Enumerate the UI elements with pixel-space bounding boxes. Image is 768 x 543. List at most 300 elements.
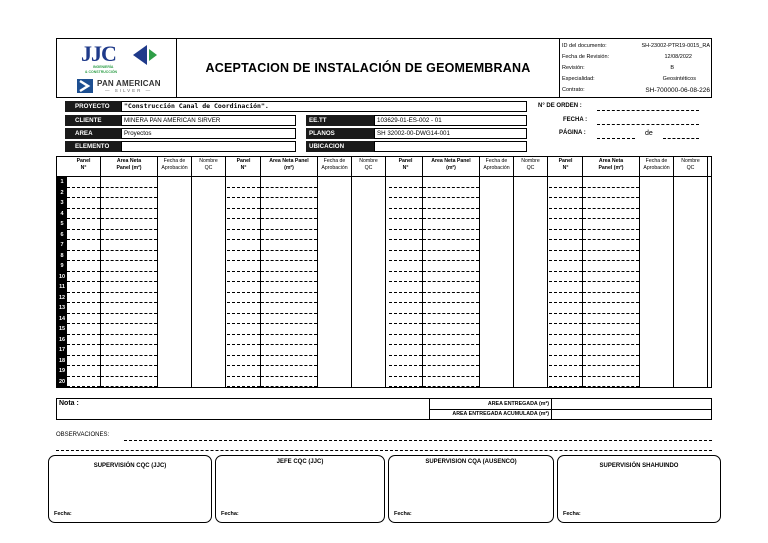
- table-cell-line[interactable]: [227, 239, 260, 240]
- table-cell-line[interactable]: [101, 229, 157, 230]
- table-cell-line[interactable]: [583, 281, 639, 282]
- table-cell-line[interactable]: [101, 260, 157, 261]
- table-cell-line[interactable]: [227, 334, 260, 335]
- table-cell-line[interactable]: [389, 187, 422, 188]
- fecha-label: FECHA :: [563, 117, 588, 123]
- column-header-line: Nombre: [199, 158, 218, 164]
- table-cell-line[interactable]: [549, 334, 582, 335]
- table-cell-line[interactable]: [423, 260, 479, 261]
- table-cell-line[interactable]: [389, 260, 422, 261]
- table-cell-line[interactable]: [227, 260, 260, 261]
- row-number: 6: [60, 231, 64, 238]
- column-header: [192, 157, 226, 177]
- table-cell-line[interactable]: [389, 323, 422, 324]
- row-number: 10: [58, 273, 66, 280]
- table-cell-line[interactable]: [227, 208, 260, 209]
- table-cell-line[interactable]: [67, 376, 100, 377]
- row-number-column: [57, 177, 67, 387]
- row-number: 4: [60, 210, 64, 217]
- table-cell-line[interactable]: [583, 229, 639, 230]
- table-cell-line[interactable]: [423, 250, 479, 251]
- column-header-line: Aprobación: [483, 165, 510, 171]
- fecha-line[interactable]: [597, 124, 699, 125]
- table-column: [192, 177, 226, 387]
- column-header-line: QC: [526, 165, 535, 171]
- table-cell-line[interactable]: [389, 313, 422, 314]
- pagina-total-line[interactable]: [663, 138, 699, 139]
- table-cell-line[interactable]: [389, 208, 422, 209]
- doc-revision-value: B: [670, 65, 674, 71]
- table-cell-line[interactable]: [227, 323, 260, 324]
- table-cell-line[interactable]: [423, 239, 479, 240]
- table-cell-line[interactable]: [389, 229, 422, 230]
- table-cell-line[interactable]: [101, 376, 157, 377]
- column-header: [480, 157, 514, 177]
- table-cell-line[interactable]: [583, 386, 639, 387]
- table-cell-line[interactable]: [261, 376, 317, 377]
- table-cell-line[interactable]: [549, 271, 582, 272]
- signature-box-jefe-cqc[interactable]: [215, 455, 385, 523]
- pan-american-chevron-icon: [77, 79, 93, 93]
- table-cell-line[interactable]: [423, 355, 479, 356]
- column-header: [67, 157, 101, 177]
- proyecto-value: "Construcción Canal de Coordinación".: [121, 101, 527, 112]
- table-cell-line[interactable]: [101, 281, 157, 282]
- table-cell-line[interactable]: [261, 334, 317, 335]
- column-header: [549, 157, 583, 177]
- table-cell-line[interactable]: [67, 229, 100, 230]
- panels-table: [56, 156, 712, 388]
- observaciones-line-2[interactable]: [56, 450, 712, 451]
- table-cell-line[interactable]: [583, 302, 639, 303]
- row-number: 15: [58, 326, 66, 332]
- document-info: [560, 39, 712, 97]
- table-cell-line[interactable]: [423, 323, 479, 324]
- column-header: [352, 157, 386, 177]
- table-cell-line[interactable]: [101, 344, 157, 345]
- table-cell-line[interactable]: [583, 218, 639, 219]
- column-header: [583, 157, 640, 177]
- table-cell-line[interactable]: [67, 197, 100, 198]
- table-cell-line[interactable]: [101, 239, 157, 240]
- table-cell-line[interactable]: [227, 197, 260, 198]
- table-cell-line[interactable]: [227, 218, 260, 219]
- table-cell-line[interactable]: [583, 376, 639, 377]
- doc-contract-row: [562, 85, 710, 95]
- table-cell-line[interactable]: [101, 313, 157, 314]
- table-cell-line[interactable]: [101, 187, 157, 188]
- column-header-line: Fecha de: [485, 158, 508, 164]
- table-cell-line[interactable]: [423, 197, 479, 198]
- row-number: 3: [60, 200, 64, 206]
- doc-specialty-row: [562, 74, 710, 84]
- table-cell-line[interactable]: [67, 271, 100, 272]
- table-cell-line[interactable]: [549, 281, 582, 282]
- pan-american-silver: — SILVER —: [105, 88, 153, 93]
- table-cell-line[interactable]: [261, 197, 317, 198]
- row-number: 14: [58, 315, 66, 322]
- table-cell-line[interactable]: [549, 239, 582, 240]
- column-header-line: (m²): [284, 165, 294, 171]
- table-cell-line[interactable]: [389, 250, 422, 251]
- table-cell-line[interactable]: [389, 218, 422, 219]
- table-cell-line[interactable]: [227, 386, 260, 387]
- table-cell-line[interactable]: [389, 344, 422, 345]
- area-entregada-label: AREA ENTREGADA (m²): [487, 401, 549, 407]
- column-header: [227, 157, 261, 177]
- table-cell-line[interactable]: [67, 187, 100, 188]
- planos-value: SH 32002-00-DWG14-001: [374, 128, 527, 139]
- signature-box-cqc-jjc[interactable]: [48, 455, 212, 523]
- table-cell-line[interactable]: [389, 239, 422, 240]
- table-column: [261, 177, 318, 387]
- signature-box-shahuindo[interactable]: [557, 455, 721, 523]
- table-cell-line[interactable]: [67, 355, 100, 356]
- column-header-line: Panel: [236, 158, 251, 164]
- table-cell-line[interactable]: [423, 229, 479, 230]
- column-header-line: Fecha de: [163, 158, 186, 164]
- column-header: [514, 157, 548, 177]
- eett-value: 103629-01-ES-002 - 01: [374, 115, 527, 126]
- table-cell-line[interactable]: [423, 281, 479, 282]
- table-cell-line[interactable]: [227, 344, 260, 345]
- table-cell-line[interactable]: [549, 376, 582, 377]
- column-header-line: Panel: [398, 158, 413, 164]
- table-cell-line[interactable]: [583, 271, 639, 272]
- row-number: 17: [58, 347, 66, 353]
- table-cell-line[interactable]: [549, 229, 582, 230]
- table-cell-line[interactable]: [423, 334, 479, 335]
- row-number: 12: [58, 294, 66, 301]
- table-cell-line[interactable]: [101, 334, 157, 335]
- doc-contract-value: SH-700000-06-08-226: [645, 86, 710, 94]
- table-cell-line[interactable]: [549, 292, 582, 293]
- table-cell-line[interactable]: [583, 323, 639, 324]
- column-header-line: Area Neta Panel: [431, 158, 471, 164]
- table-cell-line[interactable]: [261, 302, 317, 303]
- jjc-logo-text: JJC: [81, 41, 116, 66]
- table-column: [549, 177, 583, 387]
- row-number: 8: [60, 252, 64, 259]
- doc-specialty-label: Especialidad:: [562, 76, 595, 82]
- table-cell-line[interactable]: [583, 292, 639, 293]
- table-cell-line[interactable]: [549, 386, 582, 387]
- row-number: 18: [58, 357, 66, 364]
- table-cell-line[interactable]: [389, 197, 422, 198]
- column-header-line: Area Neta: [116, 158, 142, 164]
- column-header-line: Area Neta Panel: [269, 158, 309, 164]
- table-cell-line[interactable]: [227, 365, 260, 366]
- table-cell-line[interactable]: [261, 239, 317, 240]
- table-cell-line[interactable]: [227, 355, 260, 356]
- column-header: [101, 157, 158, 177]
- table-cell-line[interactable]: [261, 271, 317, 272]
- column-header-line: QC: [686, 165, 695, 171]
- row-number: 2: [60, 189, 64, 196]
- observaciones-line-1[interactable]: [124, 440, 712, 441]
- table-cell-line[interactable]: [67, 386, 100, 387]
- doc-revision-row: [562, 63, 710, 73]
- doc-contract-label: Contrato:: [562, 87, 585, 93]
- doc-date-label: Fecha de Revisión:: [562, 54, 610, 60]
- table-cell-line[interactable]: [583, 208, 639, 209]
- table-cell-line[interactable]: [261, 187, 317, 188]
- table-cell-line[interactable]: [227, 187, 260, 188]
- table-cell-line[interactable]: [423, 292, 479, 293]
- table-cell-line[interactable]: [227, 271, 260, 272]
- table-cell-line[interactable]: [261, 386, 317, 387]
- table-cell-line[interactable]: [67, 218, 100, 219]
- table-cell-line[interactable]: [227, 302, 260, 303]
- table-column: [423, 177, 480, 387]
- table-cell-line[interactable]: [227, 250, 260, 251]
- table-column: [318, 177, 352, 387]
- table-cell-line[interactable]: [549, 250, 582, 251]
- table-cell-line[interactable]: [227, 313, 260, 314]
- table-cell-line[interactable]: [583, 197, 639, 198]
- table-cell-line[interactable]: [423, 376, 479, 377]
- table-cell-line[interactable]: [101, 271, 157, 272]
- column-header-line: Fecha de: [323, 158, 346, 164]
- table-cell-line[interactable]: [423, 344, 479, 345]
- row-number: 1: [60, 179, 64, 185]
- column-header-line: Aprobación: [161, 165, 188, 171]
- table-cell-line[interactable]: [389, 302, 422, 303]
- table-cell-line[interactable]: [101, 197, 157, 198]
- column-header-line: Panel (m²): [116, 165, 142, 171]
- table-cell-line[interactable]: [389, 281, 422, 282]
- column-header-line: Area Neta: [598, 158, 624, 164]
- table-cell-line[interactable]: [261, 313, 317, 314]
- table-cell-line[interactable]: [101, 250, 157, 251]
- table-cell-line[interactable]: [101, 365, 157, 366]
- row-number: 5: [60, 221, 64, 227]
- page-title: ACEPTACION DE INSTALACIÓN DE GEOMEMBRANA: [177, 39, 560, 97]
- table-column: [480, 177, 514, 387]
- logo-area: [57, 39, 177, 97]
- column-header-line: N°: [80, 165, 87, 171]
- table-cell-line[interactable]: [389, 365, 422, 366]
- table-cell-line[interactable]: [549, 187, 582, 188]
- cliente-value: MINERA PAN AMERICAN SIRVER: [121, 115, 296, 126]
- table-cell-line[interactable]: [101, 292, 157, 293]
- orden-line[interactable]: [597, 110, 699, 111]
- row-number: 13: [58, 305, 66, 311]
- column-header-line: QC: [204, 165, 213, 171]
- table-cell-line[interactable]: [67, 239, 100, 240]
- table-cell-line[interactable]: [101, 302, 157, 303]
- column-header-line: Panel: [76, 158, 91, 164]
- signature-date: Fecha:: [563, 511, 581, 517]
- header-divider: [57, 176, 711, 177]
- table-column: [158, 177, 192, 387]
- table-cell-line[interactable]: [67, 334, 100, 335]
- column-header-line: Nombre: [521, 158, 540, 164]
- table-cell-line[interactable]: [101, 323, 157, 324]
- table-cell-line[interactable]: [101, 218, 157, 219]
- table-cell-line[interactable]: [261, 260, 317, 261]
- table-cell-line[interactable]: [261, 281, 317, 282]
- column-header-line: Aprobación: [643, 165, 670, 171]
- cliente-label: CLIENTE: [65, 115, 121, 126]
- table-cell-line[interactable]: [549, 218, 582, 219]
- table-column: [227, 177, 261, 387]
- table-cell-line[interactable]: [549, 260, 582, 261]
- table-cell-line[interactable]: [101, 355, 157, 356]
- column-header-line: Nombre: [359, 158, 378, 164]
- table-cell-line[interactable]: [261, 229, 317, 230]
- table-cell-line[interactable]: [583, 365, 639, 366]
- table-cell-line[interactable]: [261, 344, 317, 345]
- row-number: 11: [59, 284, 65, 290]
- table-cell-line[interactable]: [389, 376, 422, 377]
- table-cell-line[interactable]: [261, 208, 317, 209]
- row-number: 16: [58, 336, 66, 343]
- jjc-arrow-icon: [133, 44, 163, 66]
- document-header: [56, 38, 712, 98]
- column-header-line: Panel: [558, 158, 573, 164]
- table-cell-line[interactable]: [67, 208, 100, 209]
- table-cell-line[interactable]: [261, 355, 317, 356]
- table-cell-line[interactable]: [583, 239, 639, 240]
- table-cell-line[interactable]: [583, 355, 639, 356]
- table-cell-line[interactable]: [261, 218, 317, 219]
- table-cell-line[interactable]: [67, 250, 100, 251]
- table-cell-line[interactable]: [423, 365, 479, 366]
- table-cell-line[interactable]: [67, 323, 100, 324]
- ubicacion-label: UBICACION: [306, 141, 374, 152]
- area-acumulada-label: AREA ENTREGADA ACUMULADA (m²): [452, 411, 549, 417]
- table-cell-line[interactable]: [227, 292, 260, 293]
- table-cell-line[interactable]: [67, 260, 100, 261]
- jjc-sub1: INGENIERÍA: [93, 65, 114, 69]
- table-cell-line[interactable]: [583, 313, 639, 314]
- table-cell-line[interactable]: [423, 208, 479, 209]
- column-header-line: Aprobación: [321, 165, 348, 171]
- table-cell-line[interactable]: [389, 271, 422, 272]
- table-cell-line[interactable]: [261, 250, 317, 251]
- doc-date-row: [562, 52, 710, 62]
- proyecto-label: PROYECTO: [65, 101, 121, 112]
- table-cell-line[interactable]: [423, 187, 479, 188]
- de-label: de: [645, 130, 653, 137]
- table-cell-line[interactable]: [423, 313, 479, 314]
- column-header-line: N°: [240, 165, 247, 171]
- observaciones-label: OBSERVACIONES:: [56, 432, 110, 438]
- table-column: [583, 177, 640, 387]
- table-cell-line[interactable]: [67, 313, 100, 314]
- table-cell-line[interactable]: [583, 334, 639, 335]
- doc-revision-label: Revisión:: [562, 65, 585, 71]
- signature-date: Fecha:: [221, 511, 239, 517]
- table-cell-line[interactable]: [227, 281, 260, 282]
- table-cell-line[interactable]: [227, 376, 260, 377]
- table-cell-line[interactable]: [389, 334, 422, 335]
- table-cell-line[interactable]: [67, 292, 100, 293]
- table-cell-line[interactable]: [261, 365, 317, 366]
- signature-title: SUPERVISIÓN SHAHUINDO: [599, 463, 679, 469]
- table-cell-line[interactable]: [101, 386, 157, 387]
- table-cell-line[interactable]: [423, 218, 479, 219]
- column-header: [389, 157, 423, 177]
- table-cell-line[interactable]: [227, 229, 260, 230]
- table-column: [674, 177, 708, 387]
- table-cell-line[interactable]: [583, 187, 639, 188]
- doc-id-label: ID del documento:: [562, 43, 607, 49]
- area-label: AREA: [65, 128, 121, 139]
- table-cell-line[interactable]: [67, 365, 100, 366]
- jjc-logo: [81, 41, 161, 74]
- table-cell-line[interactable]: [549, 323, 582, 324]
- table-cell-line[interactable]: [583, 250, 639, 251]
- table-cell-line[interactable]: [67, 344, 100, 345]
- table-cell-line[interactable]: [549, 313, 582, 314]
- pagina-line[interactable]: [597, 138, 635, 139]
- table-cell-line[interactable]: [67, 302, 100, 303]
- pagina-label: PÁGINA :: [559, 130, 586, 136]
- row-number: 19: [58, 368, 66, 374]
- orden-label: N° DE ORDEN :: [538, 103, 582, 109]
- planos-label: PLANOS: [306, 128, 374, 139]
- table-cell-line[interactable]: [583, 344, 639, 345]
- ubicacion-value: [374, 141, 527, 152]
- pan-american-logo: [77, 77, 172, 95]
- row-number: 7: [60, 242, 64, 248]
- row-number: 20: [58, 378, 66, 385]
- table-cell-line[interactable]: [549, 302, 582, 303]
- table-column: [352, 177, 386, 387]
- table-column: [514, 177, 548, 387]
- column-header: [158, 157, 192, 177]
- table-cell-line[interactable]: [549, 365, 582, 366]
- table-cell-line[interactable]: [389, 292, 422, 293]
- table-column: [389, 177, 423, 387]
- column-header-line: Panel (m²): [598, 165, 624, 171]
- jjc-sub2: & CONSTRUCCIÓN: [85, 70, 118, 74]
- signature-title: JEFE CQC (JJC): [276, 459, 324, 465]
- table-cell-line[interactable]: [549, 197, 582, 198]
- nota-box: [56, 398, 712, 420]
- table-cell-line[interactable]: [423, 271, 479, 272]
- signature-date: Fecha:: [54, 511, 72, 517]
- table-cell-line[interactable]: [67, 281, 100, 282]
- elemento-label: ELEMENTO: [65, 141, 121, 152]
- signature-box-cqa-ausenco[interactable]: [388, 455, 554, 523]
- table-cell-line[interactable]: [101, 208, 157, 209]
- table-cell-line[interactable]: [583, 260, 639, 261]
- column-header: [261, 157, 318, 177]
- table-cell-line[interactable]: [261, 323, 317, 324]
- table-cell-line[interactable]: [549, 355, 582, 356]
- eett-label: EE.TT: [306, 115, 374, 126]
- column-header: [423, 157, 480, 177]
- nota-row-divider: [429, 409, 711, 410]
- table-cell-line[interactable]: [261, 292, 317, 293]
- table-cell-line[interactable]: [423, 386, 479, 387]
- column-header: [674, 157, 708, 177]
- table-cell-line[interactable]: [549, 344, 582, 345]
- table-cell-line[interactable]: [423, 302, 479, 303]
- area-value: Proyectos: [121, 128, 296, 139]
- table-cell-line[interactable]: [549, 208, 582, 209]
- doc-date-value: 12/08/2022: [664, 54, 692, 60]
- nota-label: Nota :: [59, 400, 79, 407]
- doc-specialty-value: Geosintéticos: [662, 76, 696, 82]
- table-cell-line[interactable]: [389, 355, 422, 356]
- table-column: [640, 177, 674, 387]
- table-column: [67, 177, 101, 387]
- table-cell-line[interactable]: [389, 386, 422, 387]
